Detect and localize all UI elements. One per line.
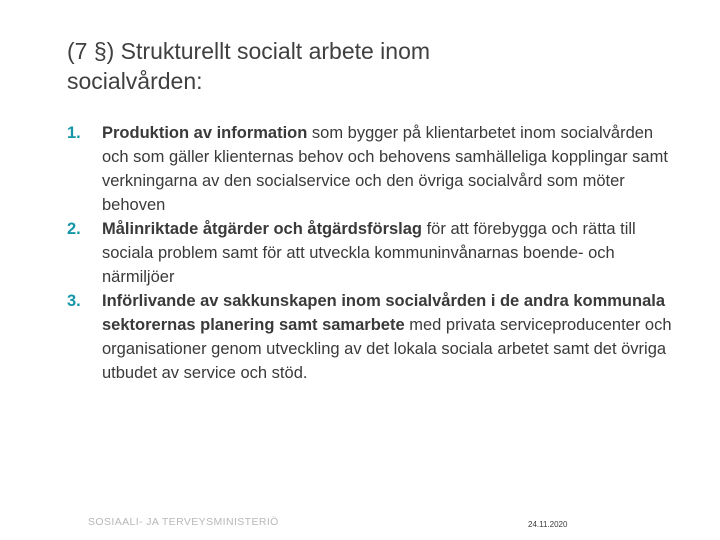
bullet-text: med privata serviceproducenter och organisationer genom utveckling av det lokala sociala arbetet samt det övriga utbudet av service och stöd. xyxy=(102,316,672,382)
bullet-text: för att förebygga och rätta till sociala problem samt för att utveckla kommuninvånarnas boende- och närmiljöer xyxy=(102,220,636,286)
bullet-number: 2. xyxy=(67,220,81,238)
bullet-text: som bygger på klientarbetet inom socialvården och som gäller klienternas behov och behovens samhälleliga kopplingar samt verkningarna av den socialservice och den övriga socialvård som möter behoven xyxy=(102,124,668,214)
bullet-number: 1. xyxy=(67,124,81,142)
bullet-item-3 xyxy=(67,289,677,385)
ministry-logo: SOSIAALI- JA TERVEYSMINISTERIÖ xyxy=(88,516,279,528)
bullet-item-2 xyxy=(67,217,677,289)
footer-date: 24.11.2020 xyxy=(528,520,568,529)
bullet-bold-text: Införlivande av sakkunskapen inom socialvården i de andra kommunala sektorernas planering samt samarbete xyxy=(102,292,666,334)
bullet-list xyxy=(67,121,677,385)
slide-footer xyxy=(0,504,720,540)
slide-title xyxy=(67,36,667,96)
bullet-bold-text: Produktion av information xyxy=(102,124,308,142)
bullet-item-1 xyxy=(67,121,677,217)
bullet-number: 3. xyxy=(67,292,81,310)
slide-title-line-1: (7 §) Strukturellt socialt arbete inom xyxy=(67,38,431,64)
slide-title-line-2: socialvården: xyxy=(67,68,203,94)
bullet-bold-text: Målinriktade åtgärder och åtgärdsförslag xyxy=(102,220,423,238)
